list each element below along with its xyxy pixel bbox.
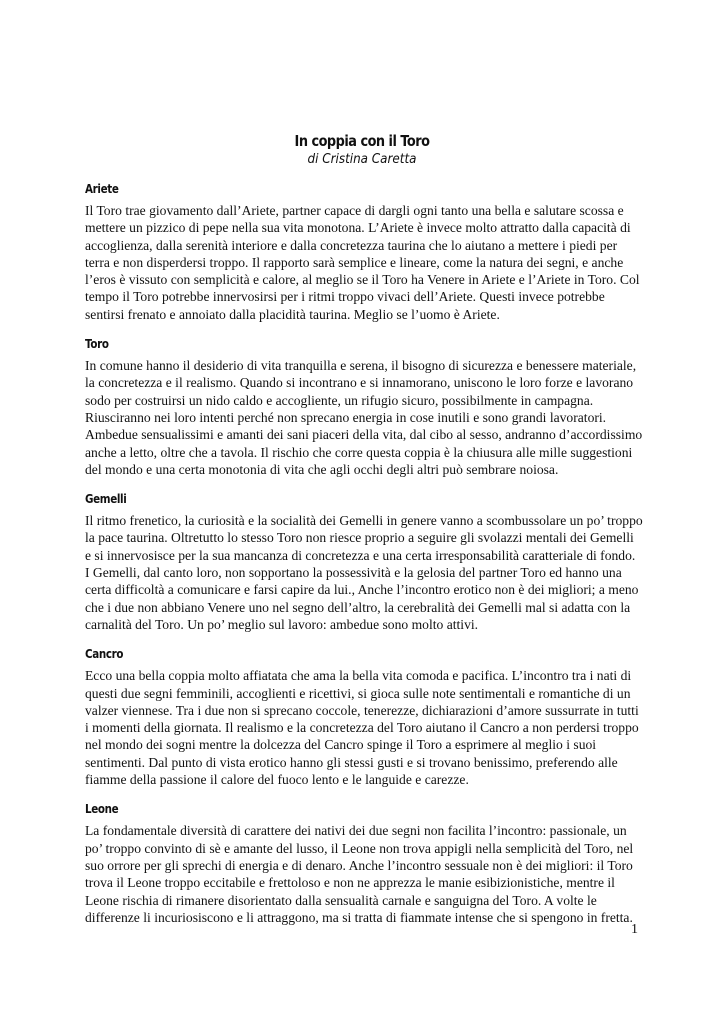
section-paragraph: In comune hanno il desiderio di vita tranquilla e serena, il bisogno di sicurezza e benessere materiale, la concretezza e il realismo. Quando si incontrano e si innamorano, uniscono le loro forze e lavorano sodo per costruirsi un nido caldo e accogliente, un rifugio sicuro, possibilmente in campagna. Riusciranno nei loro intenti perché non sprecano energia in cose inutili e sono grandi lavoratori. Ambedue sensualissimi e amanti dei sani piaceri della vita, dal cibo al sesso, andranno d’accordissimo anche a letto, oltre che a tavola. Il rischio che corre questa coppia è la chiusura alle mille suggestioni del mondo e una certa monotonia di vita che agli occhi degli altri può sembrare noiosa. [85, 358, 643, 477]
page-title: In coppia con il Toro [294, 132, 430, 150]
section-paragraph: Il ritmo frenetico, la curiosità e la socialità dei Gemelli in genere vanno a scombussolare un po’ troppo la pace taurina. Oltretutto lo stesso Toro non riesce proprio a seguire gli svolazzi mentali dei Gemelli e si innervosisce per la sua mancanza di concretezza e una certa irresponsabilità caratteriale di fondo. I Gemelli, dal canto loro, non sopportano la possessività e la gelosia del partner Toro ed hanno una certa difficoltà a comunicare e farsi capire da lui., Anche l’incontro erotico non è dei migliori; a meno che i due non abbiano Venere uno nel segno dell’altro, la cerebralità dei Gemelli mal si adatta con la carnalità del Toro. Un po’ meglio sul lavoro: ambedue sono molto attivi. [85, 513, 643, 632]
section-leone [85, 801, 643, 926]
page-number: 1 [631, 922, 638, 937]
section-heading: Ariete [85, 182, 119, 196]
section-heading: Gemelli [85, 492, 127, 507]
section-heading: Leone [85, 802, 119, 817]
section-paragraph: La fondamentale diversità di carattere dei nativi dei due segni non facilita l’incontro: passionale, un po’ troppo convinto di sè e amante del lusso, il Leone non trova appigli nella semplicità del Toro, nel suo orrore per gli sprechi di energia e di denaro. Anche l’incontro sessuale non è dei migliori: il Toro trova il Leone troppo eccitabile e frettoloso e non ne apprezza le manie esibizionistiche, mentre il Leone rischia di rimanere disorientato dalla sensualità carnale e sanguigna del Toro. A volte le differenze li incuriosiscono e li attraggono, ma si tratta di fiammate intense che si spengono in fretta. [85, 823, 634, 925]
section-paragraph: Il Toro trae giovamento dall’Ariete, partner capace di dargli ogni tanto una bella e salutare scossa e mettere un pizzico di pepe nella sua vita monotona. L’Ariete è invece molto attratto dalla capacità di accoglienza, dalla serenità interiore e dalla concretezza taurina che lo aiutano a mettere i piedi per terra e non disperdersi troppo. Il rapporto sarà semplice e lineare, come la natura dei segni, e anche l’eros è vissuto con semplicità e calore, al meglio se il Toro ha Venere in Ariete e l’Ariete in Toro. Col tempo il Toro potrebbe innervosirsi per i ritmi troppo vivaci dell’Ariete. Questi invece potrebbe sentirsi frenato e annoiato dalla placidità taurina. Meglio se l’uomo è Ariete. [85, 203, 640, 322]
section-heading: Cancro [85, 647, 124, 662]
section-paragraph: Ecco una bella coppia molto affiatata che ama la bella vita comoda e pacifica. L’incontro tra i nati di questi due segni femminili, accoglienti e ricettivi, si gioca sulle note sentimentali e romantiche di un valzer viennese. Tra i due non si sprecano coccole, tenerezze, dichiarazioni d’amore sussurrate in tutti i momenti della giornata. Il realismo e la concretezza del Toro aiutano il Cancro a non perdersi troppo nel mondo dei sogni mentre la dolcezza del Cancro spinge il Toro a esprimere al meglio i suoi sentimenti. Dal punto di vista erotico hanno gli stessi gusti e si trovano benissimo, preferendo alle fiamme della passione il calore del fuoco lento e le languide e carezze. [85, 668, 639, 788]
section-toro [85, 336, 643, 478]
section-ariete [85, 181, 643, 323]
article-body [85, 181, 643, 939]
author-byline: di Cristina Caretta [307, 152, 417, 167]
section-heading: Toro [85, 337, 109, 352]
section-gemelli [85, 491, 643, 633]
section-cancro [85, 646, 643, 788]
title-block [0, 131, 724, 169]
